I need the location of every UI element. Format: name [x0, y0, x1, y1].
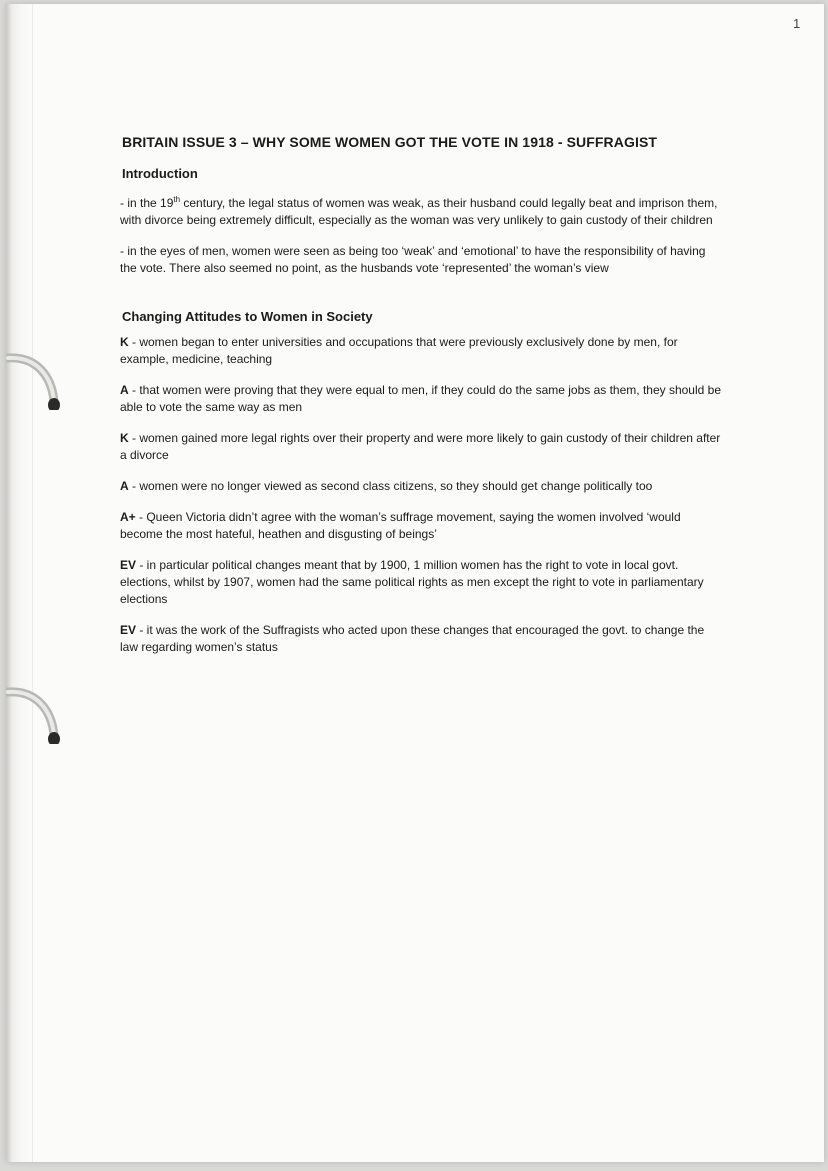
- point-item: [120, 509, 723, 543]
- point-text: - in particular political changes meant that by 1900, 1 million women has the right to vote in local govt. elections, whilst by 1907, women had the same political rights as men except the right to vote in parliamentary elections: [120, 558, 704, 606]
- point-tag: EV: [120, 623, 137, 637]
- ordinal-suffix: th: [173, 195, 181, 204]
- point-tag: A: [120, 383, 129, 397]
- point-tag: A+: [120, 510, 136, 524]
- binder-ring-top-icon: [6, 350, 66, 410]
- point-text: - Queen Victoria didn’t agree with the woman’s suffrage movement, saying the women involved ‘would become the most hateful, heathen and disgusting of beings’: [120, 510, 681, 541]
- point-tag: K: [120, 431, 129, 445]
- intro-paragraph: - in the eyes of men, women were seen as being too ‘weak’ and ‘emotional’ to have the responsibility of having the vote. There also seemed no point, as the husbands vote ‘represented’ the woman’s view: [120, 244, 706, 275]
- document-title: BRITAIN ISSUE 3 – WHY SOME WOMEN GOT THE VOTE IN 1918 - SUFFRAGIST: [122, 134, 658, 150]
- section-heading-introduction: Introduction: [122, 166, 198, 181]
- binder-ring-bottom-icon: [6, 684, 66, 744]
- point-text: - that women were proving that they were equal to men, if they could do the same jobs as them, they should be able to vote the same way as men: [120, 383, 722, 414]
- section-heading-changing-attitudes: Changing Attitudes to Women in Society: [122, 309, 373, 324]
- document-content: [118, 134, 723, 670]
- point-tag: K: [120, 335, 129, 349]
- point-tag: A: [120, 479, 129, 493]
- document-page: [6, 4, 824, 1162]
- point-tag: EV: [120, 558, 137, 572]
- point-item: [120, 478, 723, 495]
- page-number: 1: [793, 16, 801, 31]
- binder-margin: [6, 4, 33, 1162]
- point-text: - women began to enter universities and occupations that were previously exclusively done by men, for example, medicine, teaching: [120, 335, 678, 366]
- point-text: - it was the work of the Suffragists who acted upon these changes that encouraged the govt. to change the law regarding women’s status: [120, 623, 705, 654]
- point-item: [120, 557, 723, 608]
- intro-paragraph: - in the 19th century, the legal status of women was weak, as their husband could legally beat and imprison them, with divorce being extremely difficult, especially as the woman was very unlikely to gain custody of their children: [120, 195, 718, 227]
- point-text: - women gained more legal rights over their property and were more likely to gain custody of their children after a divorce: [120, 431, 721, 462]
- point-item: [120, 334, 723, 368]
- point-item: [120, 622, 723, 656]
- point-item: [120, 430, 723, 464]
- point-text: - women were no longer viewed as second class citizens, so they should get change politically too: [128, 479, 653, 493]
- point-item: [120, 382, 723, 416]
